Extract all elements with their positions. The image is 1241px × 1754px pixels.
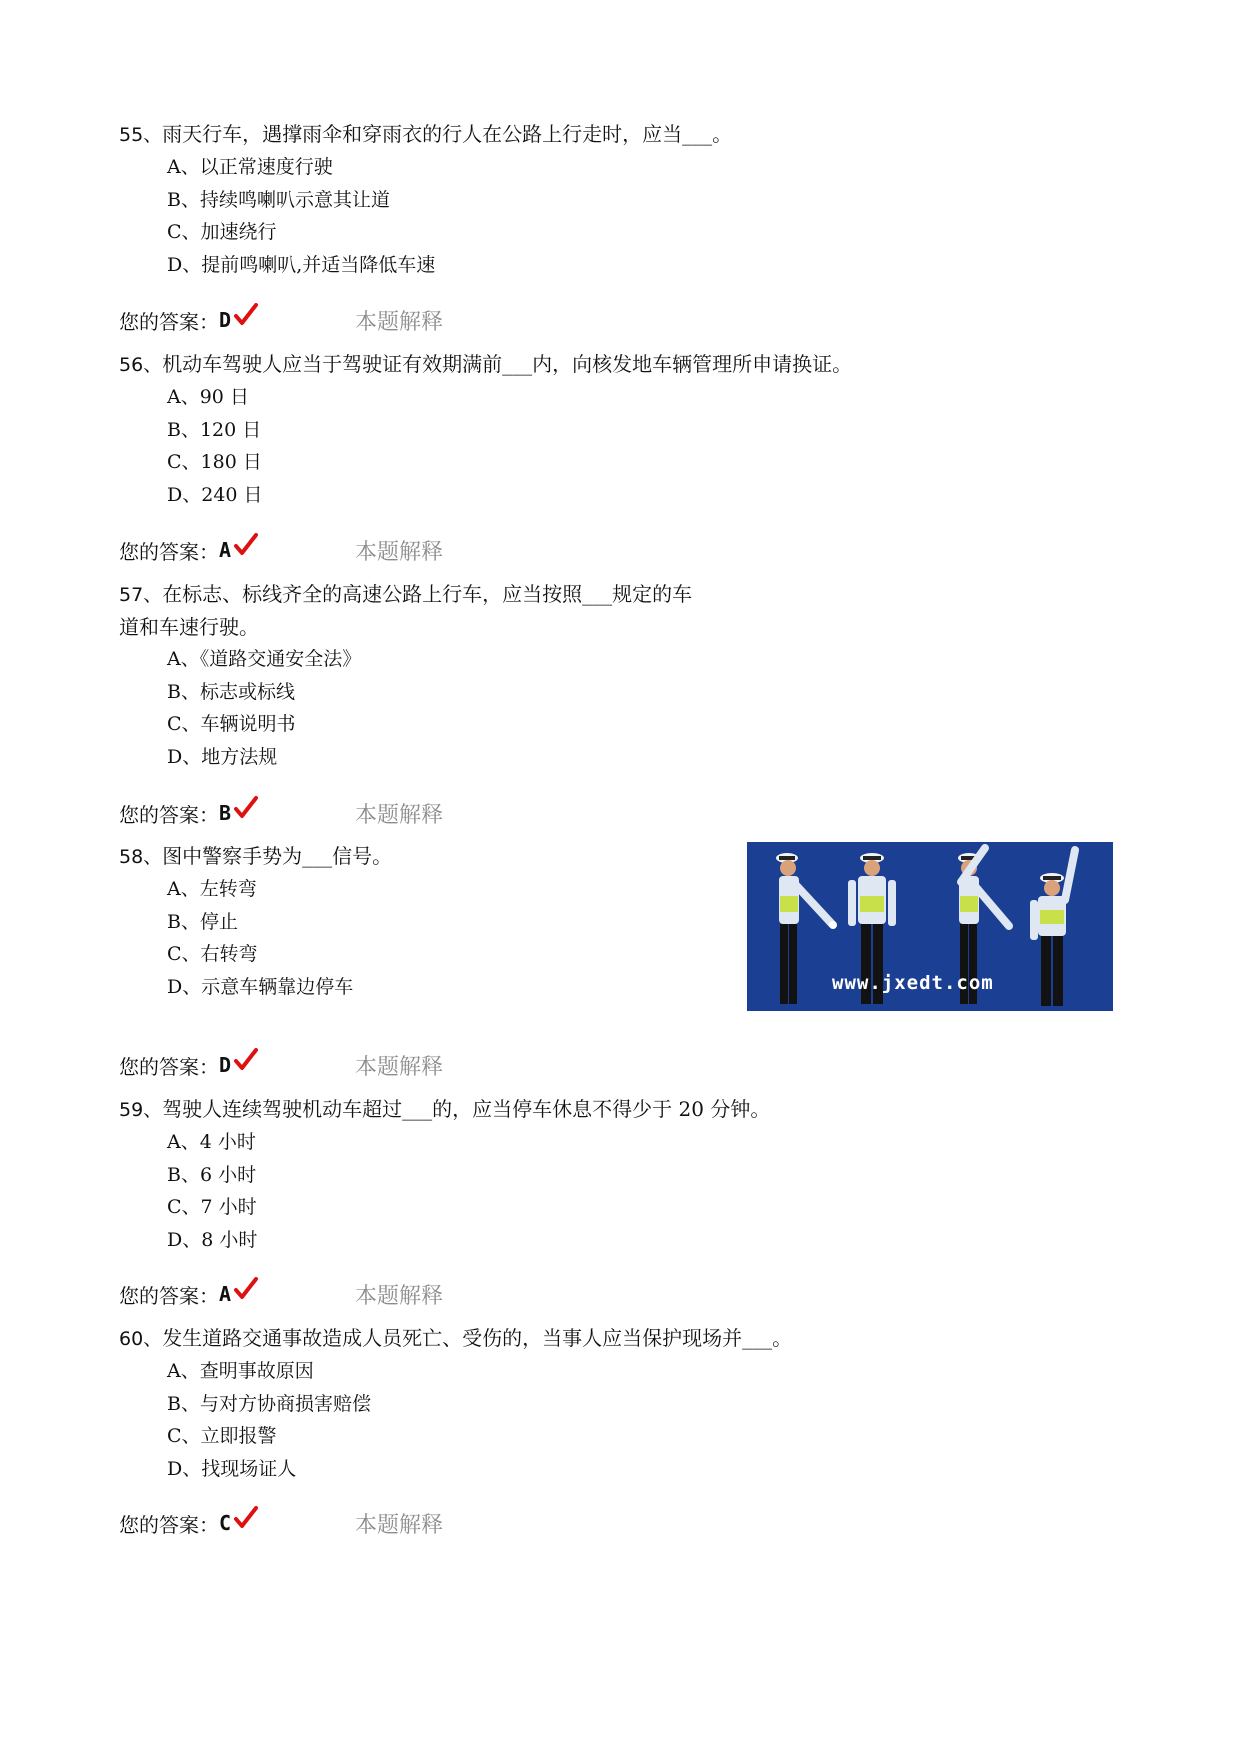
question-text: [119, 578, 1019, 643]
question-number: 57、: [119, 584, 163, 606]
answer-row-56: [119, 533, 444, 567]
answer-label: 您的答案：: [119, 1283, 219, 1308]
question-stem: 机动车驾驶人应当于驾驶证有效期满前___内，向核发地车辆管理所申请换证。: [162, 352, 853, 376]
check-icon: [233, 1276, 259, 1302]
question-number: 60、: [119, 1328, 163, 1350]
answer-label: 您的答案：: [119, 802, 219, 827]
answer-value: B: [219, 801, 232, 825]
explain-link[interactable]: 本题解释: [355, 1054, 444, 1080]
option-c[interactable]: C、7 小时: [167, 1196, 257, 1218]
answer-value: A: [219, 1282, 232, 1306]
answer-row-57: [119, 796, 444, 830]
police-figure-4: [1030, 850, 1075, 1006]
option-b[interactable]: B、持续鸣喇叭示意其让道: [167, 188, 390, 211]
question-text: [119, 1093, 1019, 1126]
question-55: [119, 118, 1019, 281]
question-stem: 发生道路交通事故造成人员死亡、受伤的，当事人应当保护现场并___。: [162, 1326, 793, 1350]
answer-label: 您的答案：: [119, 539, 219, 564]
question-number: 58、: [119, 846, 163, 868]
check-icon: [233, 1047, 259, 1073]
question-stem: 图中警察手势为___信号。: [162, 844, 393, 868]
question-stem: 在标志、标线齐全的高速公路上行车，应当按照___规定的车 道和车速行驶。: [119, 582, 693, 639]
option-c[interactable]: C、右转弯: [167, 943, 258, 965]
question-number: 55、: [119, 124, 163, 146]
option-d[interactable]: D、地方法规: [167, 745, 278, 768]
option-a[interactable]: A、查明事故原因: [167, 1360, 314, 1382]
question-57: [119, 578, 1019, 773]
option-d[interactable]: D、找现场证人: [167, 1457, 297, 1480]
answer-label: 您的答案：: [119, 1512, 219, 1537]
option-d[interactable]: D、示意车辆靠边停车: [167, 975, 354, 998]
option-c[interactable]: C、180 日: [167, 451, 262, 473]
option-c[interactable]: C、加速绕行: [167, 221, 277, 243]
explain-link[interactable]: 本题解释: [355, 1283, 444, 1309]
answer-label: 您的答案：: [119, 1054, 219, 1079]
question-text: [119, 118, 1019, 151]
option-a[interactable]: A、4 小时: [167, 1131, 256, 1153]
answer-row-60: [119, 1506, 444, 1540]
answer-value: C: [219, 1511, 232, 1535]
answer-row-55: [119, 303, 444, 337]
option-list: [167, 1126, 1019, 1256]
image-watermark: www.jxedt.com: [832, 972, 994, 994]
explain-link[interactable]: 本题解释: [355, 309, 444, 335]
option-d[interactable]: D、8 小时: [167, 1228, 258, 1251]
answer-value: D: [219, 308, 232, 332]
option-d[interactable]: D、提前鸣喇叭,并适当降低车速: [167, 253, 436, 276]
question-stem: 雨天行车，遇撑雨伞和穿雨衣的行人在公路上行走时，应当___。: [162, 122, 733, 146]
question-56: [119, 348, 1019, 511]
option-b[interactable]: B、与对方协商损害赔偿: [167, 1392, 371, 1415]
question-text: [119, 1322, 1019, 1355]
option-b[interactable]: B、6 小时: [167, 1163, 257, 1186]
answer-value: D: [219, 1053, 232, 1077]
option-b[interactable]: B、停止: [167, 910, 238, 933]
option-c[interactable]: C、车辆说明书: [167, 713, 296, 735]
check-icon: [233, 302, 259, 328]
option-b[interactable]: B、120 日: [167, 418, 262, 441]
option-list: [167, 643, 1019, 773]
question-number: 59、: [119, 1099, 163, 1121]
answer-row-59: [119, 1277, 444, 1311]
option-a[interactable]: A、90 日: [167, 386, 249, 408]
answer-row-58: [119, 1048, 444, 1082]
question-stem: 驾驶人连续驾驶机动车超过___的，应当停车休息不得少于 20 分钟。: [162, 1097, 771, 1121]
option-a[interactable]: A、《道路交通安全法》: [167, 648, 362, 670]
option-c[interactable]: C、立即报警: [167, 1425, 277, 1447]
question-59: [119, 1093, 1019, 1256]
police-figure-1: [776, 853, 837, 1004]
option-list: [167, 381, 1019, 511]
explain-link[interactable]: 本题解释: [355, 802, 444, 828]
option-a[interactable]: A、以正常速度行驶: [167, 156, 333, 178]
answer-value: A: [219, 538, 232, 562]
option-a[interactable]: A、左转弯: [167, 878, 257, 900]
question-60: [119, 1322, 1019, 1485]
check-icon: [233, 532, 259, 558]
option-list: [167, 151, 1019, 281]
question-number: 56、: [119, 354, 163, 376]
check-icon: [233, 1505, 259, 1531]
explain-link[interactable]: 本题解释: [355, 1512, 444, 1538]
explain-link[interactable]: 本题解释: [355, 539, 444, 565]
check-icon: [233, 795, 259, 821]
question-text: [119, 348, 1019, 381]
option-list: [167, 1355, 1019, 1485]
answer-label: 您的答案：: [119, 309, 219, 334]
option-d[interactable]: D、240 日: [167, 483, 263, 506]
option-b[interactable]: B、标志或标线: [167, 680, 295, 703]
police-gesture-image: [747, 842, 1113, 1011]
